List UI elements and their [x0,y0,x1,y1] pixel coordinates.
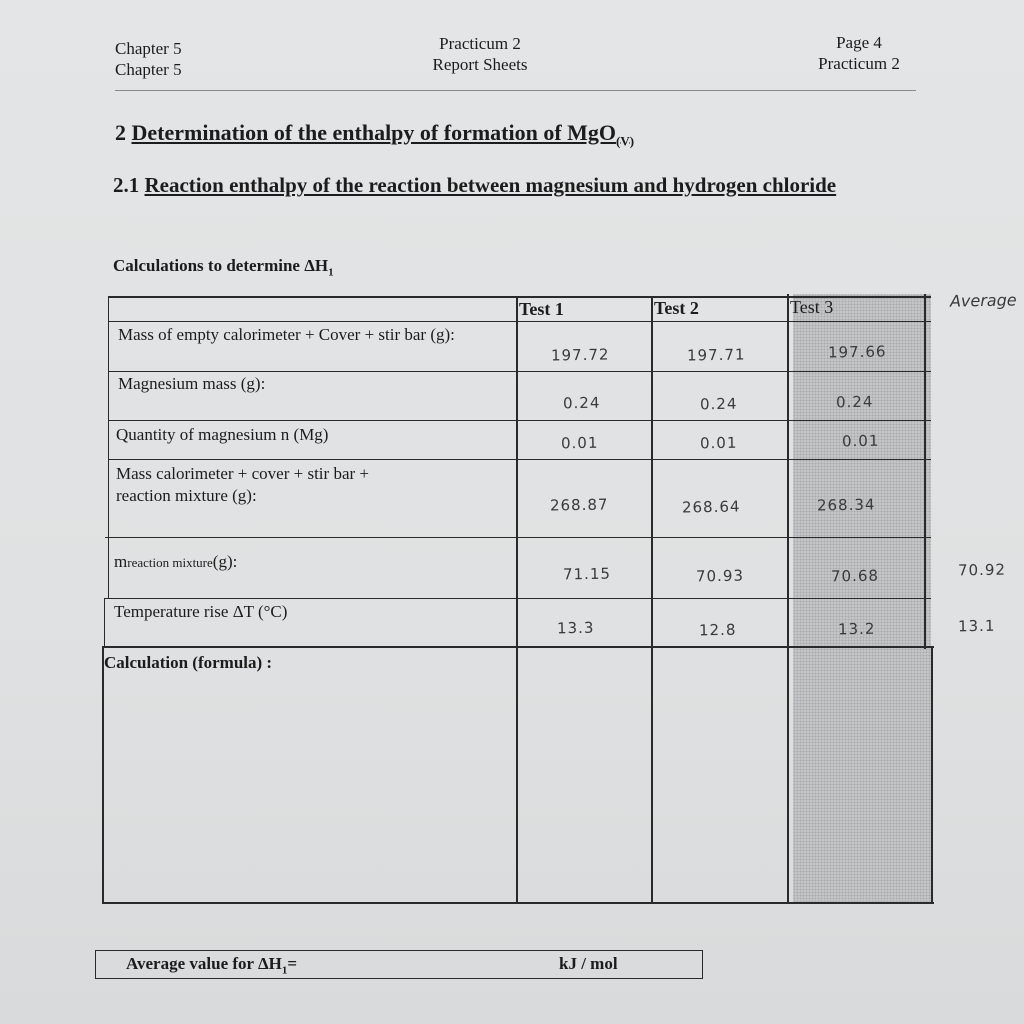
average-value-box [95,950,703,979]
value-row5-average: 70.92 [957,560,1007,580]
calculations-heading: Calculations to determine $\Delta H_1$ [113,256,334,279]
value-row1-test1: 197.72 [550,345,610,365]
value-row6-average: 13.1 [957,616,996,636]
value-row2-test3: 0.24 [835,392,874,412]
value-row3-test1: 0.01 [560,433,599,453]
section-number: 2 [115,120,126,145]
subsection-heading [113,169,918,201]
value-row1-test3: 197.66 [827,342,887,362]
row-label-magnesium-mass: Magnesium mass (g): [118,374,266,393]
header-left [115,38,182,80]
value-row6-test1: 13.3 [556,618,595,638]
header-right-line-1: Page 4 [836,33,882,52]
average-value-unit: kJ / mol [559,954,618,973]
section-heading [115,120,634,149]
subsection-number: 2.1 [113,173,140,197]
value-row6-test3: 13.2 [837,619,876,639]
column-header-test-3: Test 3 [790,297,834,317]
value-row1-test2: 197.71 [686,345,746,365]
subsection-title: Reaction enthalpy of the reaction between magnesium and hydrogen chloride [144,173,837,197]
column-header-test-1: Test 1 [519,299,564,319]
row-label-magnesium-quantity: Quantity of magnesium n (Mg) [116,425,329,444]
header-right [760,32,958,74]
value-row3-test2: 0.01 [699,433,738,453]
header-right-line-2: Practicum 2 [818,54,900,73]
value-row5-test2: 70.93 [695,566,745,586]
header-divider [115,90,916,91]
value-row4-test3: 268.34 [816,495,876,515]
header-middle-line-2: Report Sheets [432,55,528,74]
value-row2-test2: 0.24 [699,394,738,414]
value-row5-test3: 70.68 [830,566,880,586]
header-middle-line-1: Practicum 2 [439,34,521,53]
header-left-line-2: Chapter 5 [115,60,182,79]
value-row5-test1: 71.15 [562,564,612,584]
section-title-subscript: (V) [616,133,635,149]
row-label-reaction-mixture-total-mass: Mass calorimeter + cover + stir bar + reaction mixture (g): [116,464,369,505]
row-label-temperature-rise: Temperature rise ΔT (°C) [114,602,288,621]
section-title: Determination of the enthalpy of formation of MgO$_{(V)}$ [131,120,635,149]
column-header-test-2: Test 2 [654,298,699,318]
row-label-empty-calorimeter-mass: Mass of empty calorimeter + Cover + stir bar (g): [118,325,455,344]
header-left-line-1: Chapter 5 [115,39,182,58]
column-header-average: Average [949,290,1017,311]
header-middle [380,33,580,75]
value-row4-test2: 268.64 [681,497,741,517]
value-row4-test1: 268.87 [549,495,609,515]
calculation-formula-label: Calculation (formula) : [104,653,273,672]
value-row6-test2: 12.8 [698,620,737,640]
value-row3-test3: 0.01 [841,431,880,451]
value-row2-test1: 0.24 [562,393,601,413]
average-value-label: Average value for $\Delta H_1=$ [126,954,298,977]
row-label-reaction-mixture-mass: mreaction mixture(g): [114,552,238,571]
